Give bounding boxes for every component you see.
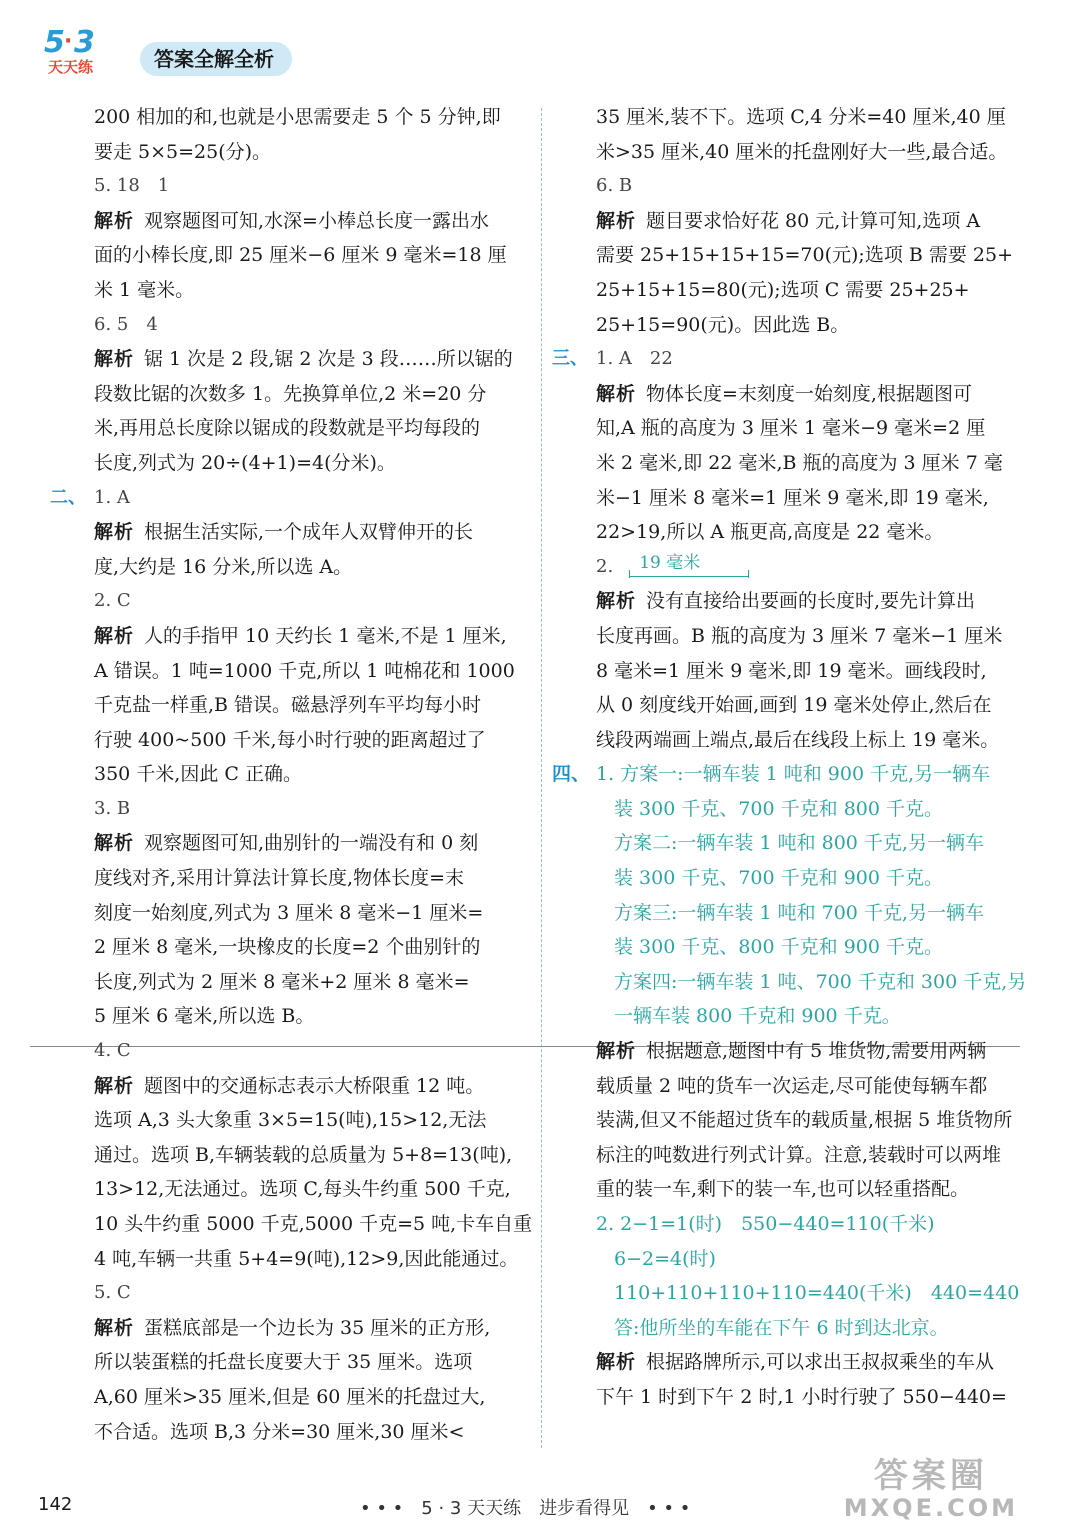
left-line [58,238,528,273]
right-line [560,1311,1030,1346]
brand-logo [42,22,138,78]
right-line [560,169,1030,204]
line-text: 观察题图可知,曲别针的一端没有和 0 刻 [144,832,479,855]
right-line [560,1380,1030,1415]
analysis-tag: 解析 [596,590,637,613]
left-line [58,1242,528,1277]
line-text: 方案三:一辆车装 1 吨和 700 千克,另一辆车 [614,901,984,924]
svg-text:5: 5 [44,25,65,60]
right-line [560,965,1030,1000]
line-text: 10 头牛约重 5000 千克,5000 千克=5 吨,卡车自重 [94,1213,533,1235]
line-text: 载质量 2 吨的货车一次运走,尽可能使每辆车都 [596,1074,988,1097]
line-text: 知,A 瓶的高度为 3 厘米 1 毫米−9 毫米=2 厘 [596,417,986,440]
line-text: 1. 方案一:一辆车装 1 吨和 900 千克,另一辆车 [596,763,991,786]
line-text: 锯 1 次是 2 段,锯 2 次是 3 段……所以锯的 [144,348,513,371]
line-text: 所以装蛋糕的托盘长度要大于 35 厘米。选项 [94,1351,473,1374]
left-line [58,723,528,758]
line-text: 米>35 厘米,40 厘米的托盘刚好大一些,最合适。 [596,140,1008,163]
line-text: 米 1 毫米。 [94,278,195,301]
line-text: 5 厘米 6 毫米,所以选 B。 [94,1005,315,1028]
line-text: 2 厘米 8 毫米,一块橡皮的长度=2 个曲别针的 [94,936,481,959]
line-text: 装 300 千克、800 千克和 900 千克。 [614,936,943,959]
line-text: 4 吨,车辆一共重 5+4=9(吨),12>9,因此能通过。 [94,1247,519,1270]
line-text: 选项 A,3 头大象重 3×5=15(吨),15>12,无法 [94,1109,487,1132]
line-text: 6. 5 4 [94,313,158,335]
line-text: A 错误。1 吨=1000 千克,所以 1 吨棉花和 1000 [94,659,515,682]
watermark-url: MXQE.COM [843,1494,1018,1523]
analysis-tag: 解析 [596,1351,637,1374]
right-line [560,1103,1030,1138]
watermark [844,1458,1018,1522]
right-line [560,1276,1030,1311]
page-header [28,22,328,82]
left-line [58,965,528,1000]
left-line [58,1415,528,1450]
line-text: 350 千米,因此 C 正确。 [94,763,302,786]
drawn-segment [629,550,749,584]
left-line [58,1138,528,1173]
line-text: 方案二:一辆车装 1 吨和 800 千克,另一辆车 [614,832,984,855]
left-line [58,1276,528,1311]
analysis-tag: 解析 [94,1316,135,1339]
right-line [560,238,1030,273]
line-text: 35 厘米,装不下。选项 C,4 分米=40 厘米,40 厘 [596,106,1006,128]
line-text: 米 2 毫米,即 22 毫米,B 瓶的高度为 3 厘米 7 毫 [596,451,1003,474]
right-line [560,896,1030,931]
line-text: 5. 18 1 [94,175,170,197]
line-text: 方案四:一辆车装 1 吨、700 千克和 300 千克,另 [614,970,1027,993]
right-line [560,584,1030,619]
left-line [58,930,528,965]
line-text: 200 相加的和,也就是小思需要走 5 个 5 分钟,即 [94,106,501,128]
analysis-tag: 解析 [94,209,135,232]
line-text: 1. A [94,486,130,508]
line-text: 3. B [94,797,131,819]
right-line [560,1138,1030,1173]
svg-text:天天练: 天天练 [48,58,94,76]
left-line [58,999,528,1034]
left-line [58,896,528,931]
left-line [58,1311,528,1346]
analysis-tag: 解析 [596,209,637,232]
line-text: 6−2=4(时) [614,1247,716,1270]
line-text: 行驶 400~500 千米,每小时行驶的距离超过了 [94,728,486,751]
line-text: 一辆车装 800 千克和 900 千克。 [614,1005,901,1028]
header-banner: 答案全解全析 [140,42,292,76]
left-line [58,1345,528,1380]
right-line [560,550,1030,585]
right-line [560,411,1030,446]
watermark-title: 答案圈 [873,1456,988,1496]
left-line [58,654,528,689]
left-line [50,481,528,516]
line-text: 需要 25+15+15+15=70(元);选项 B 需要 25+ [596,244,1014,267]
section-number: 三、 [552,348,588,370]
left-line [58,342,528,377]
line-text: 从 0 刻度线开始画,画到 19 毫米处停止,然后在 [596,694,992,717]
line-text: 22>19,所以 A 瓶更高,高度是 22 毫米。 [596,521,944,544]
analysis-tag: 解析 [94,348,135,371]
right-line [560,1242,1030,1277]
analysis-tag: 解析 [94,1074,135,1097]
right-line [560,446,1030,481]
left-line [58,1103,528,1138]
line-text: 题目要求恰好花 80 元,计算可知,选项 A [646,209,981,232]
right-line [560,1345,1030,1380]
line-text: 人的手指甲 10 天约长 1 毫米,不是 1 厘米, [144,624,507,647]
line-text: 要走 5×5=25(分)。 [94,140,272,163]
line-text: 没有直接给出要画的长度时,要先计算出 [646,590,976,613]
line-text: 8 毫米=1 厘米 9 毫米,即 19 毫米。画线段时, [596,659,987,682]
left-line [58,792,528,827]
right-line [552,757,1030,792]
svg-text:·: · [64,29,73,54]
line-text: 米,再用总长度除以锯成的段数就是平均每段的 [94,417,481,440]
right-line [560,792,1030,827]
line-text: 根据题意,题图中有 5 堆货物,需要用两辆 [646,1040,987,1063]
segment-label: 19 毫米 [639,552,701,573]
left-line [58,1380,528,1415]
right-line [560,654,1030,689]
section-number: 四、 [552,763,591,786]
line-text: 物体长度=末刻度一始刻度,根据题图可 [646,382,972,405]
left-line [58,411,528,446]
left-line [58,550,528,585]
line-text: 装 300 千克、700 千克和 800 千克。 [614,797,943,820]
line-text: 段数比锯的次数多 1。先换算单位,2 米=20 分 [94,382,487,405]
line-text: 面的小棒长度,即 25 厘米−6 厘米 9 毫米=18 厘 [94,244,507,267]
analysis-tag: 解析 [596,1040,637,1063]
right-line [560,723,1030,758]
footer-slogan: • • • 5 · 3 天天练 进步看得见 • • • [360,1498,691,1519]
column-divider [541,108,542,1448]
page-number: 142 [38,1494,73,1515]
right-line [560,515,1030,550]
right-line [552,342,1030,377]
line-text: 根据路牌所示,可以求出王叔叔乘坐的车从 [646,1351,995,1374]
left-line [58,584,528,619]
left-line [58,204,528,239]
line-text: 5. C [94,1282,131,1304]
right-line [560,619,1030,654]
right-line [560,273,1030,308]
line-text: 25+15+15=80(元);选项 C 需要 25+25+ [596,278,970,301]
left-line [58,619,528,654]
right-line [560,688,1030,723]
line-text: 题图中的交通标志表示大桥限重 12 吨。 [144,1074,485,1097]
right-line [560,135,1030,170]
segment-endpoint [748,570,749,578]
line-text: 2. 2−1=1(时) 550−440=110(千米) [596,1213,935,1235]
line-text: 刻度一始刻度,列式为 3 厘米 8 毫米−1 厘米= [94,901,484,924]
svg-text:3: 3 [74,25,95,60]
left-line [58,308,528,343]
line-text: A,60 厘米>35 厘米,但是 60 厘米的托盘过大, [94,1385,486,1408]
left-line [58,515,528,550]
left-line [58,100,528,135]
left-column [50,100,533,1449]
line-text: 110+110+110+110=440(千米) 440=440 [614,1282,1020,1305]
line-text: 标注的吨数进行列式计算。注意,装载时可以两堆 [596,1143,1002,1166]
right-line [560,861,1030,896]
line-text: 2. [596,555,614,577]
left-line [58,273,528,308]
line-text: 13>12,无法通过。选项 C,每头牛约重 500 千克, [94,1178,511,1201]
left-line [58,1069,528,1104]
right-line [560,481,1030,516]
left-line [58,688,528,723]
right-line [560,1069,1030,1104]
line-text: 长度,列式为 20÷(4+1)=4(分米)。 [94,451,396,474]
line-text: 装满,但又不能超过货车的载质量,根据 5 堆货物所 [596,1109,1013,1132]
left-line [58,861,528,896]
left-line [58,377,528,412]
line-text: 重的装一车,剩下的装一车,也可以轻重搭配。 [596,1178,970,1201]
left-line [58,757,528,792]
right-line [560,826,1030,861]
section-number: 二、 [50,486,86,508]
right-line [560,1172,1030,1207]
line-text: 线段两端画上端点,最后在线段上标上 19 毫米。 [596,728,1000,751]
line-text: 4. C [94,1040,131,1062]
left-line [58,169,528,204]
right-line [560,308,1030,343]
line-text: 1. A 22 [596,348,673,370]
left-line [58,1207,533,1242]
right-column [552,100,1030,1415]
right-line [560,1207,1030,1242]
line-text: 根据生活实际,一个成年人双臂伸开的长 [144,521,474,544]
line-text: 6. B [596,175,633,197]
line-text: 度线对齐,采用计算法计算长度,物体长度=末 [94,867,465,890]
left-line [58,1172,528,1207]
line-text: 通过。选项 B,车辆装载的总质量为 5+8=13(吨), [94,1143,513,1166]
analysis-tag: 解析 [94,832,135,855]
line-text: 装 300 千克、700 千克和 900 千克。 [614,867,943,890]
line-text: 25+15=90(元)。因此选 B。 [596,313,850,336]
analysis-tag: 解析 [94,521,135,544]
line-text: 下午 1 时到下午 2 时,1 小时行驶了 550−440= [596,1385,1007,1408]
line-text: 度,大约是 16 分米,所以选 A。 [94,555,353,578]
line-text: 不合适。选项 B,3 分米=30 厘米,30 厘米< [94,1420,465,1443]
right-line [560,999,1030,1034]
analysis-tag: 解析 [596,382,637,405]
left-line [58,826,528,861]
right-line [560,100,1030,135]
line-text: 米−1 厘米 8 毫米=1 厘米 9 毫米,即 19 毫米, [596,486,989,509]
line-text: 长度再画。B 瓶的高度为 3 厘米 7 毫米−1 厘米 [596,624,1003,647]
line-text: 答:他所坐的车能在下午 6 时到达北京。 [614,1316,949,1339]
line-text: 观察题图可知,水深=小棒总长度一露出水 [144,209,489,232]
line-text: 长度,列式为 2 厘米 8 毫米+2 厘米 8 毫米= [94,970,470,993]
line-text: 千克盐一样重,B 错误。磁悬浮列车平均每小时 [94,694,482,717]
line-text: 2. C [94,590,131,612]
right-line [560,930,1030,965]
left-line [58,1034,528,1069]
segment-line [629,576,749,577]
line-text: 蛋糕底部是一个边长为 35 厘米的正方形, [144,1316,491,1339]
left-line [58,135,528,170]
right-line [560,204,1030,239]
analysis-tag: 解析 [94,624,135,647]
right-line [560,1034,1030,1069]
right-line [560,377,1030,412]
segment-endpoint [629,570,630,578]
left-line [58,446,528,481]
